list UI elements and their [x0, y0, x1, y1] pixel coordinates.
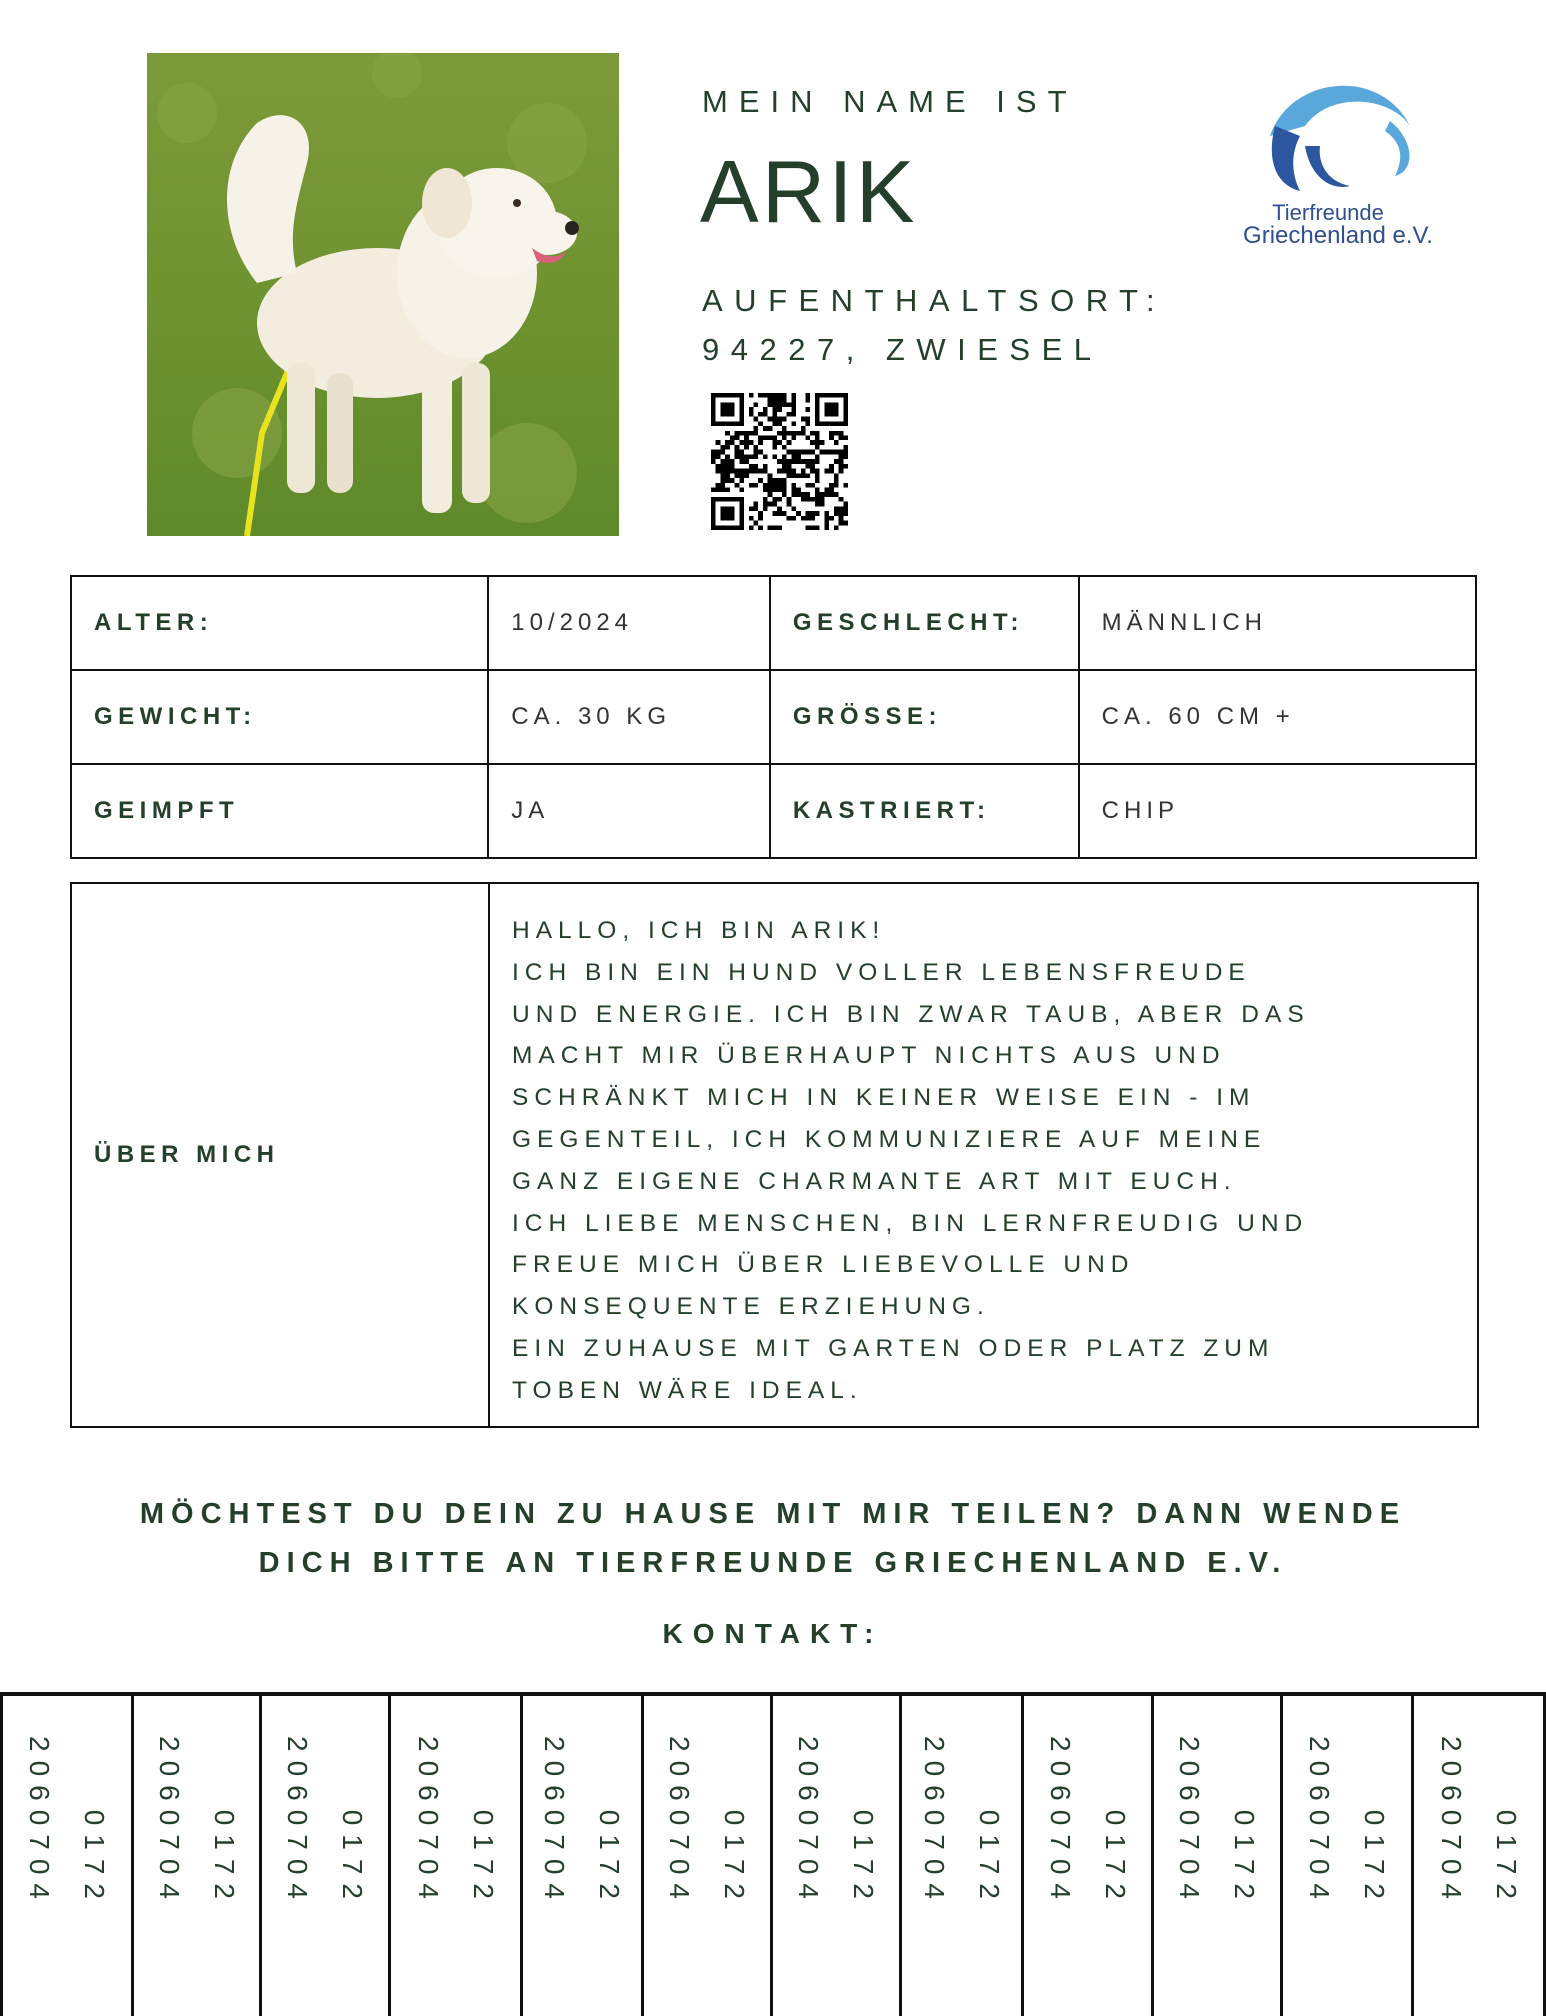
- about-section: [70, 882, 1479, 1428]
- tear-off-strip[interactable]: [641, 1696, 770, 2016]
- about-line: UND ENERGIE. ICH BIN ZWAR TAUB, ABER DAS: [512, 1000, 1310, 1028]
- call-line1: MÖCHTEST DU DEIN ZU HAUSE MIT MIR TEILEN? DANN WENDE: [139, 1498, 1407, 1530]
- sex-value: MÄNNLICH: [1079, 576, 1476, 670]
- tear-off-strip[interactable]: [259, 1696, 388, 2016]
- phone-number: [270, 1736, 380, 1908]
- phone-number: [527, 1736, 637, 1908]
- location-value: 94227, ZWIESEL: [702, 332, 1103, 367]
- facts-table: [70, 575, 1477, 859]
- size-value: CA. 60 CM +: [1079, 670, 1476, 764]
- location: [702, 276, 1166, 374]
- dog-photo: [147, 53, 619, 536]
- phone-part2: 2060704: [24, 1736, 55, 1909]
- about-line: GEGENTEIL, ICH KOMMUNIZIERE AUF MEINE: [512, 1125, 1267, 1153]
- weight-value: CA. 30 KG: [488, 670, 770, 764]
- neutered-value: CHIP: [1079, 764, 1476, 858]
- about-line: SCHRÄNKT MICH IN KEINER WEISE EIN - IM: [512, 1084, 1256, 1112]
- phone-part1: 0172: [1490, 1809, 1522, 1909]
- about-line: FREUE MICH ÜBER LIEBEVOLLE UND: [512, 1251, 1135, 1279]
- age-label: ALTER:: [71, 576, 488, 670]
- phone-number: [907, 1736, 1017, 1908]
- table-row: [71, 576, 1476, 670]
- tear-off-strip[interactable]: [131, 1696, 259, 2016]
- about-line: HALLO, ICH BIN ARIK!: [512, 917, 886, 944]
- tear-off-strip[interactable]: [0, 1696, 131, 2016]
- phone-part2: 2060704: [793, 1736, 824, 1909]
- call-line2: DICH BITTE AN TIERFREUNDE GRIECHENLAND E.V.: [258, 1547, 1288, 1579]
- phone-part1: 0172: [467, 1809, 499, 1909]
- phone-part1: 0172: [848, 1809, 879, 1909]
- phone-part2: 2060704: [282, 1736, 313, 1909]
- sex-label: GESCHLECHT:: [770, 576, 1079, 670]
- tear-off-strip[interactable]: [770, 1696, 899, 2016]
- phone-part1: 0172: [719, 1809, 750, 1909]
- phone-part1: 0172: [1359, 1809, 1390, 1909]
- phone-part2: 2060704: [412, 1736, 444, 1909]
- phone-part2: 2060704: [539, 1736, 570, 1909]
- tear-off-strip[interactable]: [1411, 1696, 1546, 2016]
- tear-off-strip[interactable]: [520, 1696, 641, 2016]
- phone-number: [1162, 1736, 1272, 1908]
- about-label: ÜBER MICH: [72, 884, 490, 1426]
- tear-off-strip[interactable]: [1021, 1696, 1151, 2016]
- about-line: MACHT MIR ÜBERHAUPT NICHTS AUS UND: [512, 1042, 1226, 1070]
- phone-part1: 0172: [1229, 1809, 1260, 1909]
- about-text: [490, 884, 1477, 1426]
- phone-part2: 2060704: [664, 1736, 695, 1909]
- tear-off-strip[interactable]: [1151, 1696, 1280, 2016]
- tear-off-strips: [0, 1692, 1546, 2016]
- phone-number: [1424, 1736, 1534, 1908]
- phone-part1: 0172: [79, 1809, 110, 1909]
- phone-part1: 0172: [1099, 1809, 1131, 1909]
- phone-number: [142, 1736, 252, 1908]
- phone-number: [1292, 1736, 1402, 1908]
- phone-number: [401, 1736, 511, 1908]
- logo-text-line1: Tierfreunde: [1272, 200, 1384, 225]
- phone-part2: 2060704: [1174, 1736, 1205, 1909]
- tear-off-strip[interactable]: [899, 1696, 1021, 2016]
- about-line: ICH LIEBE MENSCHEN, BIN LERNFREUDIG UND: [512, 1209, 1309, 1237]
- phone-number: [652, 1736, 762, 1908]
- neutered-label: KASTRIERT:: [770, 764, 1079, 858]
- phone-part2: 2060704: [1304, 1736, 1335, 1909]
- tear-off-strip[interactable]: [388, 1696, 520, 2016]
- phone-part2: 2060704: [918, 1736, 950, 1909]
- intro-text: MEIN NAME IST: [702, 84, 1078, 119]
- about-line: TOBEN WÄRE IDEAL.: [512, 1376, 863, 1404]
- vaccinated-value: JA: [488, 764, 770, 858]
- about-line: EIN ZUHAUSE MIT GARTEN ODER PLATZ ZUM: [512, 1334, 1275, 1362]
- phone-part1: 0172: [337, 1809, 368, 1909]
- dog-name: ARIK: [700, 142, 918, 241]
- phone-part2: 2060704: [1044, 1736, 1076, 1909]
- phone-number: [12, 1736, 122, 1908]
- table-row: [71, 670, 1476, 764]
- phone-part2: 2060704: [153, 1736, 185, 1909]
- phone-part1: 0172: [594, 1809, 625, 1909]
- about-line: GANZ EIGENE CHARMANTE ART MIT EUCH.: [512, 1167, 1237, 1195]
- call-to-action: [0, 1490, 1546, 1588]
- contact-heading: KONTAKT:: [662, 1618, 884, 1649]
- weight-label: GEWICHT:: [71, 670, 488, 764]
- phone-number: [781, 1736, 891, 1908]
- phone-number: [1033, 1736, 1143, 1908]
- about-line: ICH BIN EIN HUND VOLLER LEBENSFREUDE: [512, 958, 1251, 986]
- phone-part2: 2060704: [1435, 1736, 1467, 1909]
- size-label: GRÖSSE:: [770, 670, 1079, 764]
- about-line: KONSEQUENTE ERZIEHUNG.: [512, 1293, 990, 1321]
- vaccinated-label: GEIMPFT: [71, 764, 488, 858]
- logo-text-line2: Griechenland e.V.: [1243, 222, 1433, 249]
- age-value: 10/2024: [488, 576, 770, 670]
- phone-part1: 0172: [973, 1809, 1005, 1909]
- qr-code[interactable]: [711, 393, 848, 530]
- table-row: [71, 764, 1476, 858]
- location-label: AUFENTHALTSORT:: [702, 283, 1167, 318]
- phone-part1: 0172: [208, 1809, 240, 1909]
- tear-off-strip[interactable]: [1280, 1696, 1411, 2016]
